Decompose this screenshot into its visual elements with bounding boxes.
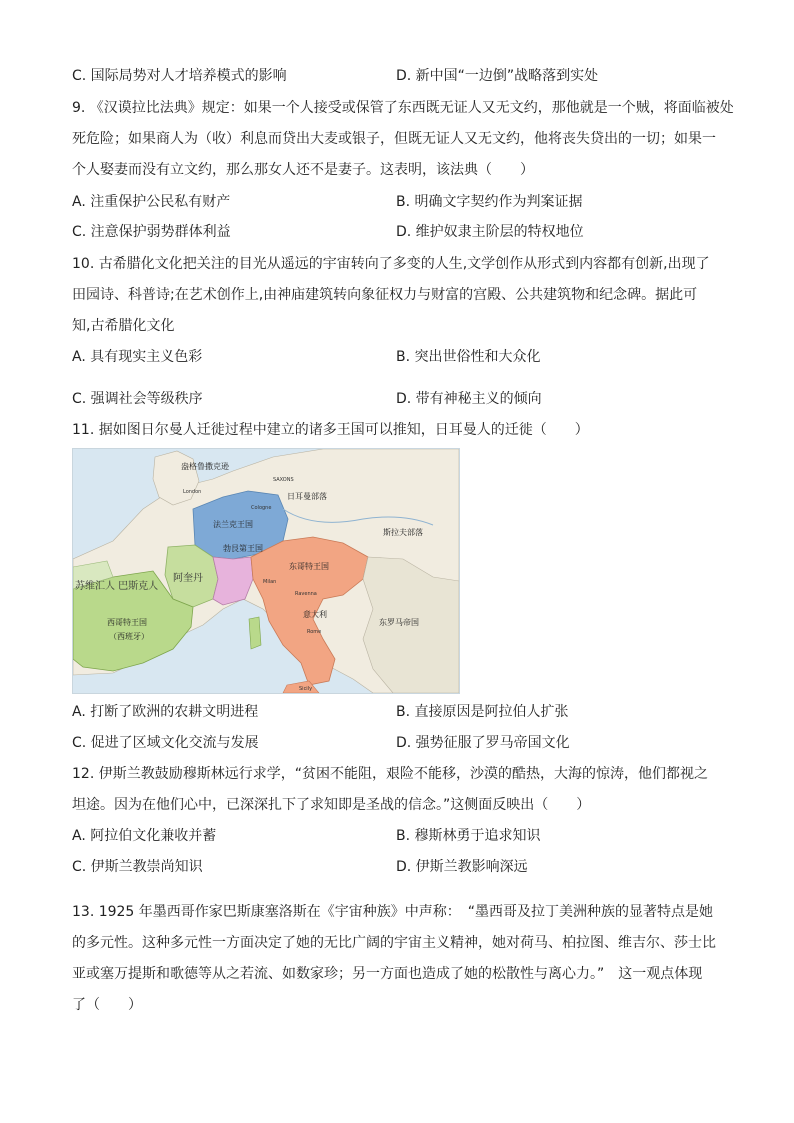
map-svg — [73, 449, 459, 693]
label-burgundy: 勃艮第王国 — [223, 544, 263, 553]
label-ravenna: Ravenna — [295, 591, 317, 597]
label-aquitaine: 阿奎丹 — [173, 573, 203, 584]
label-cologne: Cologne — [251, 505, 272, 511]
q13-stem-line-4: 了（ ） — [72, 997, 142, 1013]
label-spain: （西班牙） — [109, 632, 149, 641]
q13-stem-line-3: 亚或塞万提斯和歌德等从之若流、如数家珍；另一方面也造成了她的松散性与离心力。” 这一观点体现 — [72, 966, 703, 982]
q11-option-b: B. 直接原因是阿拉伯人扩张 — [396, 704, 569, 720]
q12-stem-line-2: 坦途。因为在他们心中，已深深扎下了求知即是圣战的信念。”这侧面反映出（ ） — [72, 797, 591, 813]
germanic-migration-map — [72, 448, 460, 694]
q8-option-d: D. 新中国“一边倒”战略落到实处 — [396, 68, 599, 84]
q10-option-c: C. 强调社会等级秩序 — [72, 391, 203, 407]
q9-stem-line-1: 9. 《汉谟拉比法典》规定：如果一个人接受或保管了东西既无证人又无文约，那他就是一个贼，将面临被处 — [72, 100, 734, 116]
label-suevi-basque: 苏维汇人 巴斯克人 — [75, 581, 159, 592]
q13-stem-line-1: 13. 1925 年墨西哥作家巴斯康塞洛斯在《宇宙种族》中声称： “墨西哥及拉丁美洲种族的显著特点是她 — [72, 904, 714, 920]
q9-option-b: B. 明确文字契约作为判案证据 — [396, 194, 583, 210]
label-saxons: SAXONS — [273, 477, 294, 483]
q12-option-a: A. 阿拉伯文化兼收并蓄 — [72, 828, 217, 844]
label-visigoth: 西哥特王国 — [107, 618, 147, 627]
label-italy: 意大利 — [303, 610, 327, 619]
q9-stem-line-3: 个人娶妻而没有立文约，那么那女人还不是妻子。这表明，该法典（ ） — [72, 162, 534, 178]
q8-option-c: C. 国际局势对人才培养模式的影响 — [72, 68, 287, 84]
q11-option-a: A. 打断了欧洲的农耕文明进程 — [72, 704, 259, 720]
label-eastern-rome: 东罗马帝国 — [379, 618, 419, 627]
label-ostrogoth: 东哥特王国 — [289, 562, 329, 571]
label-milan: Milan — [263, 579, 277, 585]
q9-option-c: C. 注意保护弱势群体利益 — [72, 224, 231, 240]
label-slavic: 斯拉夫部落 — [383, 528, 423, 537]
q11-stem: 11. 据如图日尔曼人迁徙过程中建立的诸多王国可以推知，日耳曼人的迁徙（ ） — [72, 422, 589, 438]
q10-option-b: B. 突出世俗性和大众化 — [396, 349, 541, 365]
q9-option-a: A. 注重保护公民私有财产 — [72, 194, 231, 210]
label-london: London — [183, 489, 202, 495]
q12-stem-line-1: 12. 伊斯兰教鼓励穆斯林远行求学，“贫困不能阻，艰险不能移，沙漠的酷热，大海的惊涛，他们都视之 — [72, 766, 708, 782]
sardinia-island — [249, 617, 261, 649]
q12-option-d: D. 伊斯兰教影响深远 — [396, 859, 528, 875]
q10-stem-line-2: 田园诗、科普诗;在艺术创作上,由神庙建筑转向象征权力与财富的宫殿、公共建筑物和纪念碑。据此可 — [72, 287, 698, 303]
britain-land — [153, 451, 202, 505]
label-sicily: Sicily — [299, 686, 313, 692]
q11-option-c: C. 促进了区域文化交流与发展 — [72, 735, 259, 751]
q11-option-d: D. 强势征服了罗马帝国文化 — [396, 735, 570, 751]
label-germanic: 日耳曼部落 — [287, 492, 327, 501]
q10-option-a: A. 具有现实主义色彩 — [72, 349, 203, 365]
label-anglo-saxon: 盎格鲁撒克逊 — [181, 462, 229, 471]
q9-option-d: D. 维护奴隶主阶层的特权地位 — [396, 224, 584, 240]
label-rome: Rome — [307, 629, 322, 635]
q10-option-d: D. 带有神秘主义的倾向 — [396, 391, 542, 407]
q10-stem-line-3: 知,古希腊化文化 — [72, 318, 175, 334]
label-frankish: 法兰克王国 — [213, 520, 253, 529]
q12-option-c: C. 伊斯兰教崇尚知识 — [72, 859, 203, 875]
q12-option-b: B. 穆斯林勇于追求知识 — [396, 828, 541, 844]
q9-stem-line-2: 死危险；如果商人为（收）利息而贷出大麦或银子，但既无证人又无文约，他将丧失贷出的一切；如果一 — [72, 131, 716, 147]
q10-stem-line-1: 10. 古希腊化文化把关注的目光从遥远的宇宙转向了多变的人生,文学创作从形式到内容都有创新,出现了 — [72, 256, 710, 272]
q13-stem-line-2: 的多元性。这种多元性一方面决定了她的无比广阔的宇宙主义精神，她对荷马、柏拉图、维吉尔、莎士比 — [72, 935, 716, 951]
